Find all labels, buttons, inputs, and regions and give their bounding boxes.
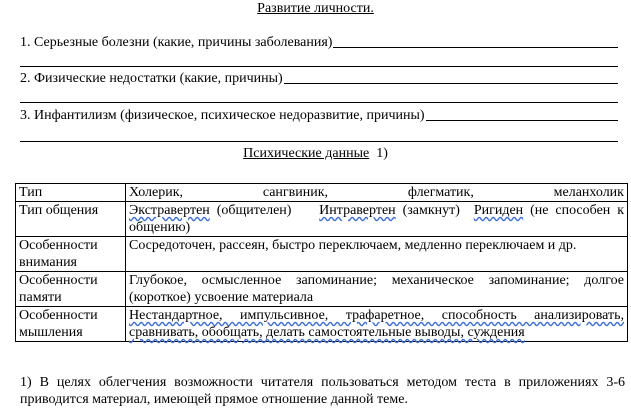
temperament-list — [129, 184, 624, 201]
row-label: Тип — [16, 184, 126, 202]
table-row — [16, 272, 628, 307]
text-fragment: (не способен к общению) — [129, 203, 625, 235]
row-label: Тип общения — [16, 202, 126, 237]
temperament-item: Холерик, — [129, 185, 184, 200]
question-3-label: 3. Инфантилизм (физическое, психическое недоразвитие, причины) — [20, 108, 425, 123]
word-extravert: Экстравертен — [129, 203, 210, 218]
table-row — [16, 237, 628, 272]
question-1-blank[interactable] — [333, 47, 618, 48]
question-2-line — [20, 70, 618, 87]
text-fragment: (замкнут) — [395, 203, 467, 218]
row-label: Особенности внимания — [16, 237, 126, 272]
question-1-label: 1. Серьезные болезни (какие, причины заболевания) — [20, 35, 333, 50]
table-row — [16, 307, 628, 342]
section-heading — [0, 146, 631, 162]
row-value — [126, 184, 628, 202]
temperament-item: сангвиник, — [262, 185, 329, 200]
thinking-value: Нестандартное, импульсивное, трафаретное, способность анализировать, сравнивать, обобщать, делать самостоятельные выводы, суждения — [129, 308, 624, 340]
temperament-item: меланхолик — [553, 185, 624, 200]
row-value: Глубокое, осмысленное запоминание; механическое запоминание; долгое (короткое) усвоение материала — [126, 272, 628, 307]
table-row — [16, 202, 628, 237]
blank-rule-2[interactable] — [20, 102, 618, 103]
row-value: Сосредоточен, рассеян, быстро переключаем, медленно переключаем и др. — [126, 237, 628, 272]
row-label: Особенности памяти — [16, 272, 126, 307]
temperament-item: флегматик, — [407, 185, 474, 200]
row-value — [126, 307, 628, 342]
question-2-label: 2. Физические недостатки (какие, причины) — [20, 71, 283, 86]
row-label: Особенности мышления — [16, 307, 126, 342]
word-introvert: Интравертен — [319, 203, 396, 218]
footnote-ref: 1) — [376, 146, 388, 161]
blank-rule-3[interactable] — [20, 141, 618, 142]
text-fragment: (общителен) — [209, 203, 299, 218]
question-1-line — [20, 34, 618, 51]
question-3-line — [20, 107, 618, 124]
section-heading-text: Психические данные — [243, 146, 370, 161]
table-row — [16, 184, 628, 202]
psych-data-table — [15, 183, 628, 342]
word-rigid: Ригиден — [473, 203, 524, 218]
question-3-blank[interactable] — [426, 120, 618, 121]
page-title: Развитие личности. — [257, 1, 374, 16]
row-value — [126, 202, 628, 237]
blank-rule-1[interactable] — [20, 66, 618, 67]
footnote: 1) В целях облегчения возможности читателя пользоваться методом теста в приложениях 3-6 приводится материал, имеющей прямое отношение данной теме. — [20, 375, 625, 407]
question-2-blank[interactable] — [284, 83, 618, 84]
